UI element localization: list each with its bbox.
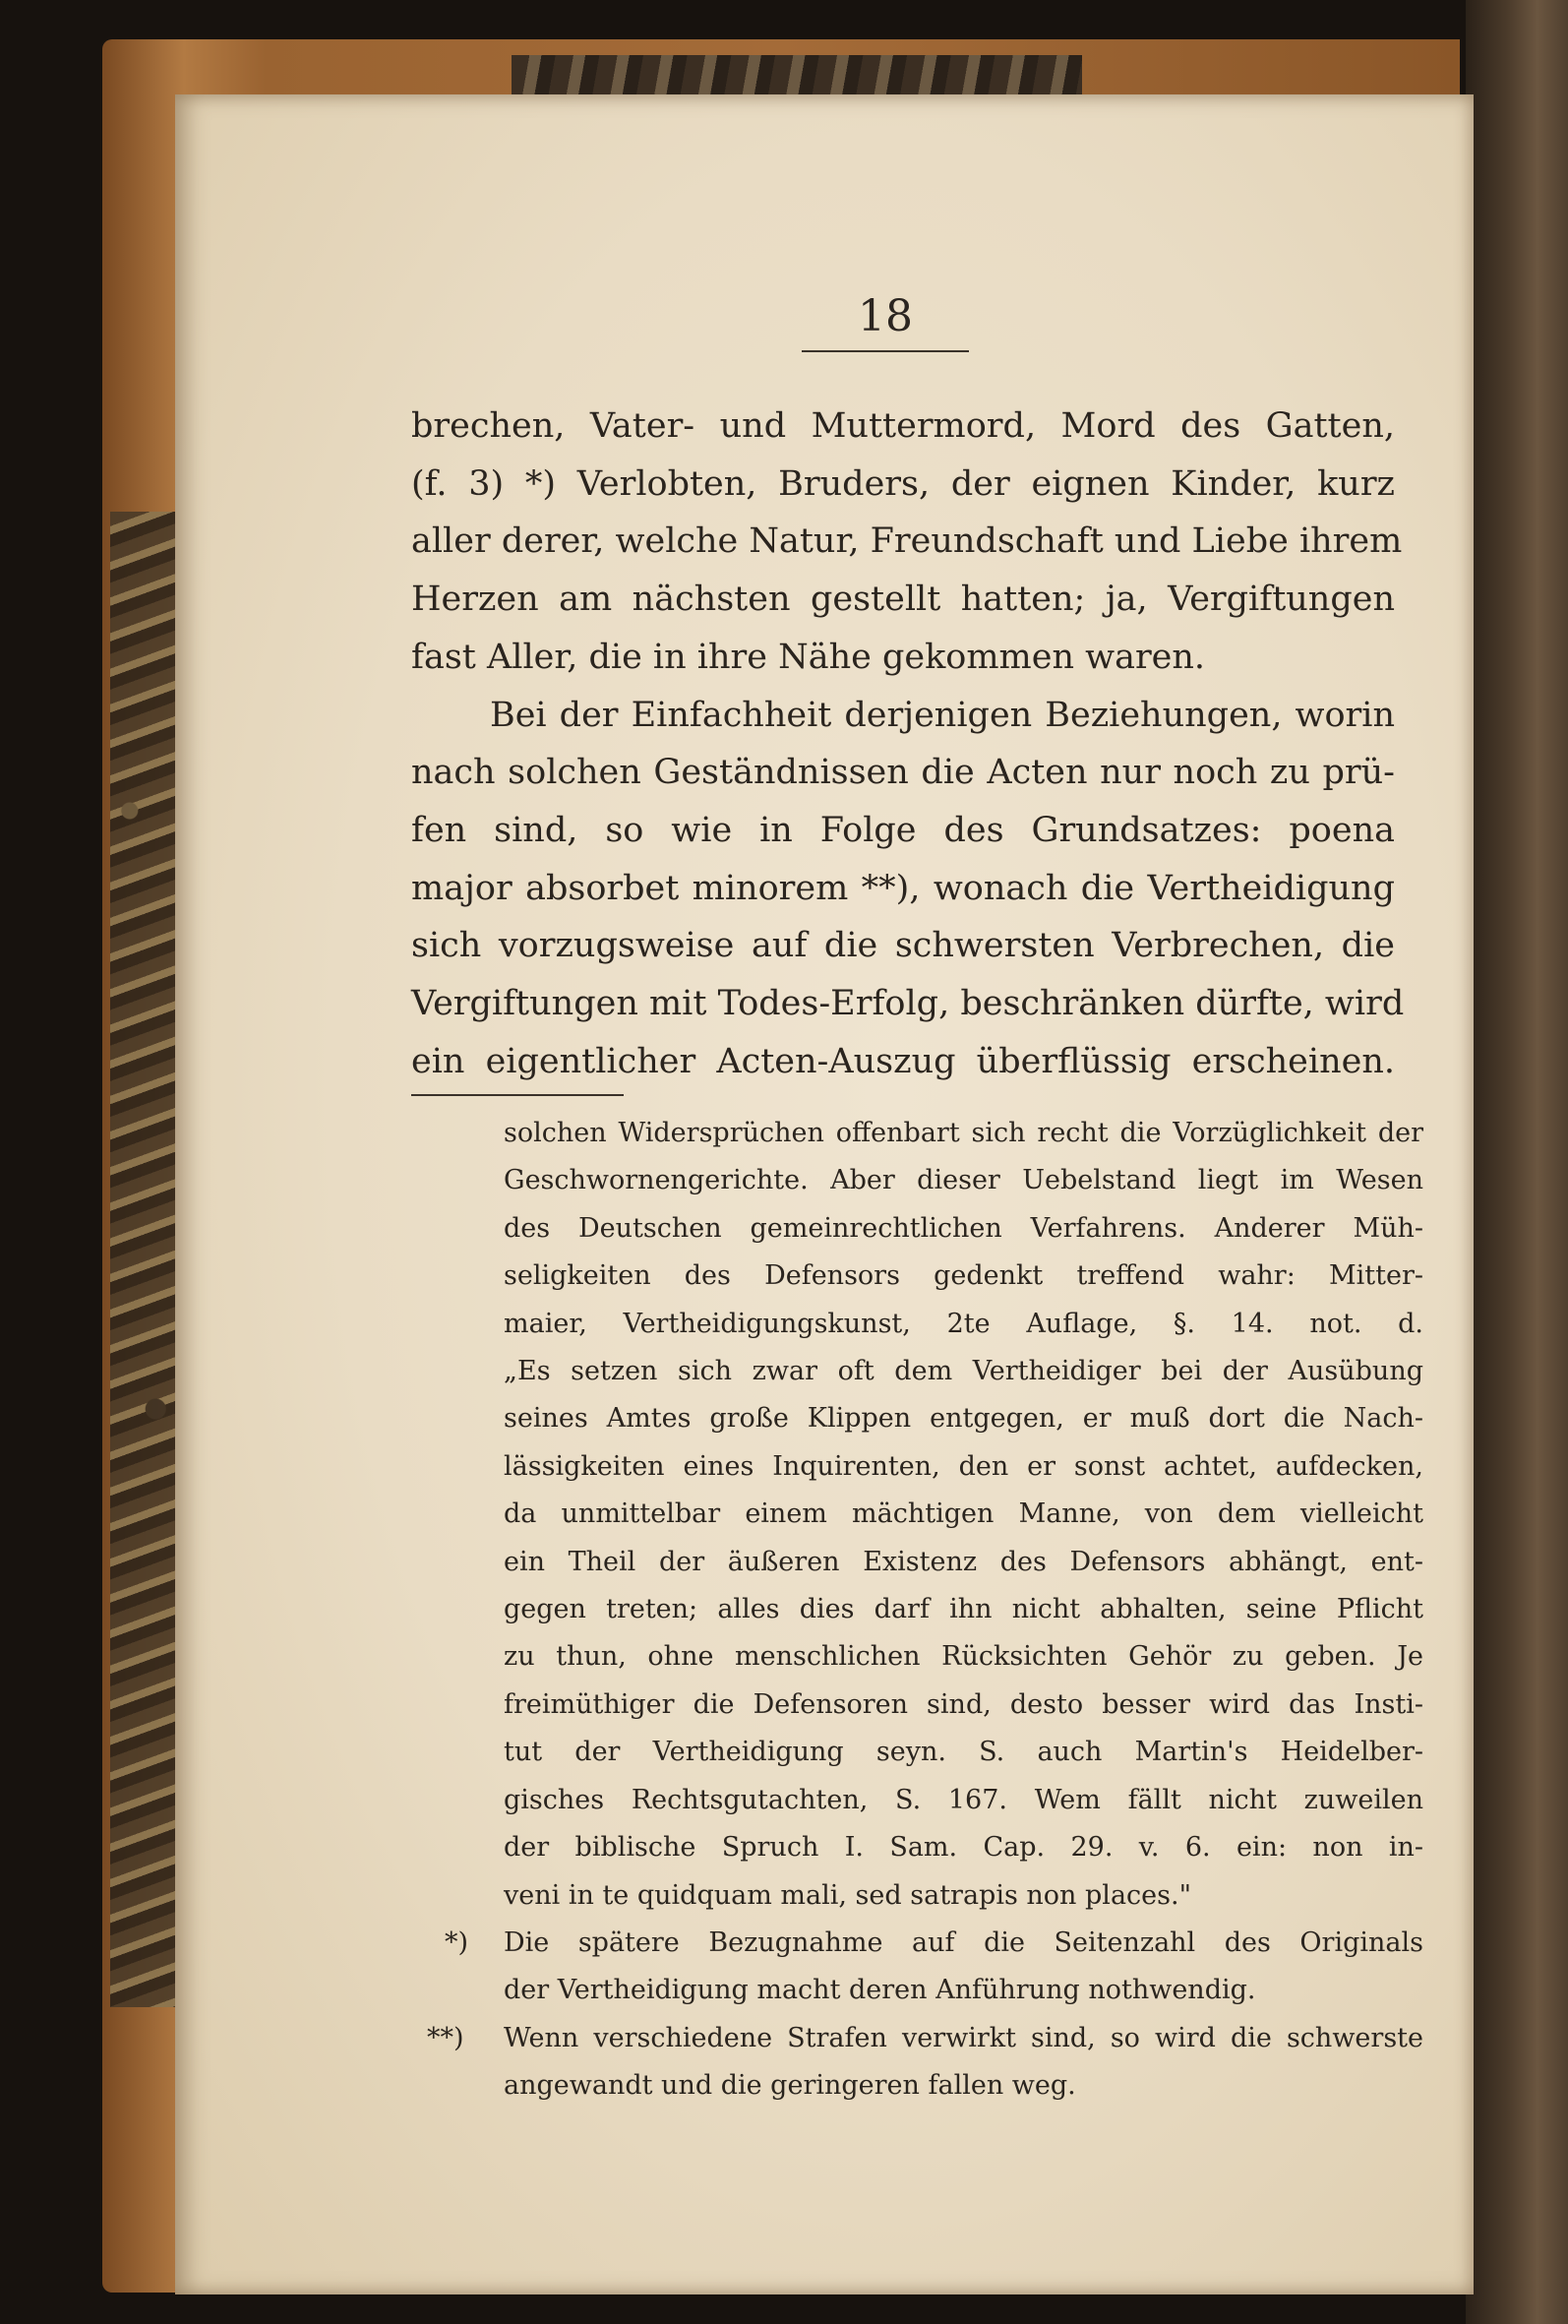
note-line: des Deutschen gemeinrechtlichen Verfahrens. Anderer Müh- [504, 1212, 1423, 1244]
note-line: zu thun, ohne menschlichen Rücksichten Gehör zu geben. Je [504, 1641, 1423, 1673]
footnotes [427, 1110, 1423, 2110]
note-line: der Vertheidigung macht deren Anführung nothwendig. [504, 1975, 1256, 2006]
footnote-separator [411, 1094, 624, 1096]
body-line: brechen, Vater- und Muttermord, Mord des Gatten, [411, 406, 1395, 446]
note-line: ein Theil der äußeren Existenz des Defensors abhängt, ent- [504, 1546, 1423, 1577]
note-line: veni in te quidquam mali, sed satrapis non places." [504, 1879, 1191, 1911]
note-line: tut der Vertheidigung seyn. S. auch Martin's Heidelber- [504, 1737, 1423, 1768]
main-text [411, 398, 1405, 1090]
note-line: der biblische Spruch I. Sam. Cap. 29. v. 6. ein: non in- [504, 1832, 1423, 1864]
note-line: freimüthiger die Defensoren sind, desto besser wird das Insti- [504, 1688, 1423, 1720]
continued-footnote [504, 1110, 1423, 1920]
note-line: Geschwornengerichte. Aber dieser Uebelstand liegt im Wesen [504, 1165, 1423, 1196]
page-number-rule [802, 350, 969, 352]
body-line: fen sind, so wie in Folge des Grundsatzes: poena [411, 810, 1395, 850]
note-line: da unmittelbar einem mächtigen Manne, von dem vielleicht [504, 1498, 1423, 1530]
note-line: gisches Rechtsgutachten, S. 167. Wem fällt nicht zuweilen [504, 1784, 1423, 1815]
body-line: Vergiftungen mit Todes-Erfolg, beschränken dürfte, wird [411, 984, 1405, 1024]
note-line: Die spätere Bezugnahme auf die Seitenzahl des Originals [504, 1926, 1423, 1958]
facing-page-edge [1466, 0, 1568, 2324]
footnote-double-star [427, 2015, 1423, 2110]
marbled-cover-left [110, 512, 175, 2007]
note-line: „Es setzen sich zwar oft dem Vertheidiger bei der Ausübung [504, 1356, 1423, 1387]
note-line: Wenn verschiedene Strafen verwirkt sind, so wird die schwerste [504, 2022, 1423, 2053]
body-line: ein eigentlicher Acten-Auszug überflüssig erscheinen. [411, 1041, 1395, 1081]
note-line: seines Amtes große Klippen entgegen, er muß dort die Nach- [504, 1403, 1423, 1435]
page-number: 18 [858, 291, 913, 341]
footnote-single-star [445, 1920, 1423, 2015]
note-line: solchen Widersprüchen offenbart sich recht die Vorzüglichkeit der [504, 1118, 1423, 1148]
body-line: major absorbet minorem **), wonach die Vertheidigung [411, 868, 1395, 908]
footnote-marker: *) [445, 1926, 469, 1958]
note-line: gegen treten; alles dies darf ihn nicht abhalten, seine Pflicht [504, 1594, 1423, 1625]
body-line: (f. 3) *) Verlobten, Bruders, der eignen Kinder, kurz [411, 463, 1395, 504]
body-line: Herzen am nächsten gestellt hatten; ja, Vergiftungen [411, 580, 1395, 620]
footnote-marker: **) [427, 2022, 464, 2053]
body-line: Bei der Einfachheit derjenigen Beziehungen, worin [490, 695, 1395, 735]
body-line: sich vorzugsweise auf die schwersten Verbrechen, die [411, 926, 1395, 966]
note-line: maier, Vertheidigungskunst, 2te Auflage, §. 14. not. d. [504, 1308, 1423, 1339]
note-line: lässigkeiten eines Inquirenten, den er sonst achtet, aufdecken, [504, 1450, 1423, 1482]
note-line: seligkeiten des Defensors gedenkt treffend wahr: Mitter- [504, 1260, 1423, 1292]
body-line: fast Aller, die in ihre Nähe gekommen waren. [411, 637, 1206, 677]
body-line: aller derer, welche Natur, Freundschaft und Liebe ihrem [411, 521, 1403, 562]
note-line: angewandt und die geringeren fallen weg. [504, 2070, 1076, 2102]
body-line: nach solchen Geständnissen die Acten nur noch zu prü- [411, 753, 1395, 793]
